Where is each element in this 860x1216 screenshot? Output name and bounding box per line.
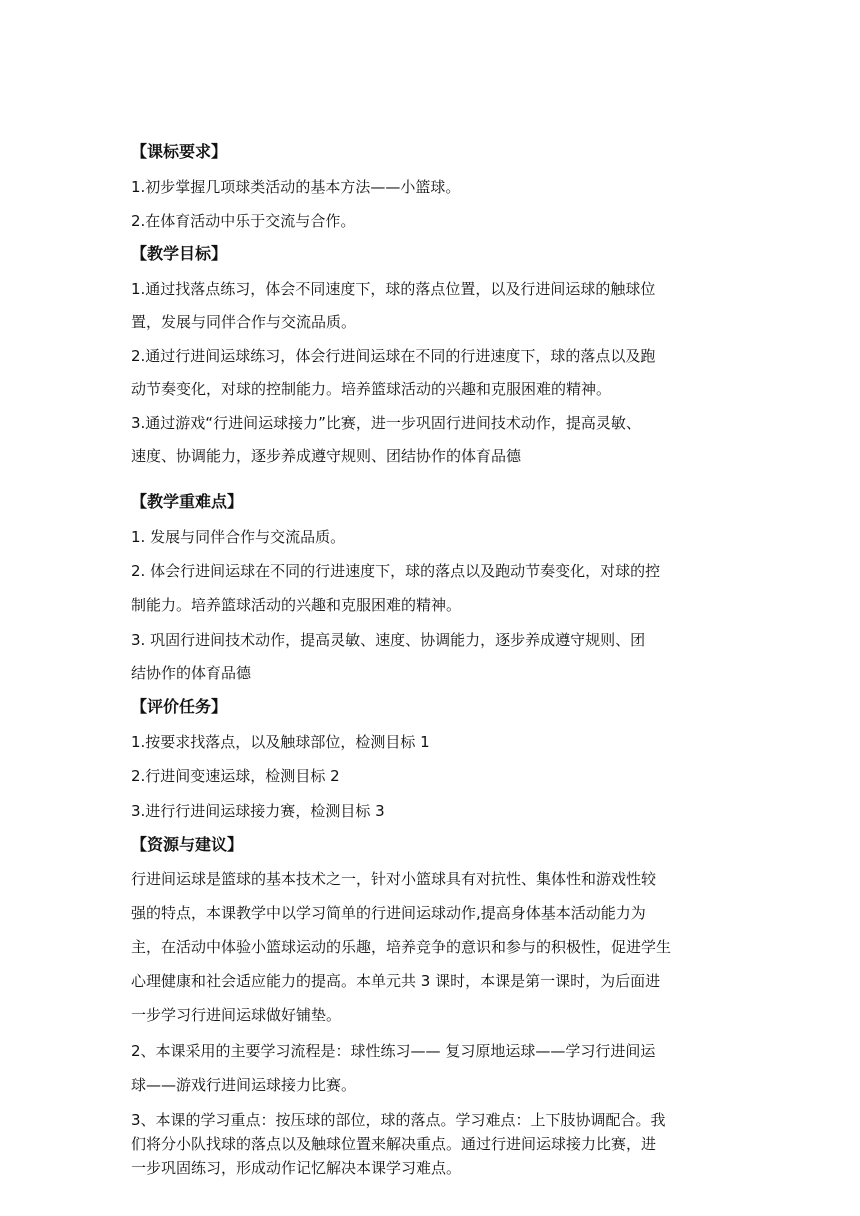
paragraph-line: 2.行进间变速运球，检测目标 2 — [131, 767, 340, 785]
section-heading: 【课标要求】 — [131, 142, 228, 161]
paragraph-line: 2.通过行进间运球练习，体会行进间运球在不同的行进速度下，球的落点以及跑 — [131, 347, 656, 365]
section-heading: 【教学目标】 — [131, 244, 228, 263]
paragraph-line: 2、本课采用的主要学习流程是：球性练习—— 复习原地运球——学习行进间运 — [131, 1042, 656, 1060]
paragraph-line: 一步学习行进间运球做好铺垫。 — [131, 1006, 342, 1024]
paragraph-line: 3、本课的学习重点：按压球的部位，球的落点。学习难点：上下肢协调配合。我 — [131, 1111, 666, 1129]
paragraph-line: 3.进行行进间运球接力赛，检测目标 3 — [131, 802, 385, 820]
paragraph-line: 强的特点，本课教学中以学习简单的行进间运球动作,提高身体基本活动能力为 — [131, 904, 646, 922]
paragraph-line: 心理健康和社会适应能力的提高。本单元共 3 课时，本课是第一课时，为后面进 — [131, 972, 661, 990]
section-heading: 【评价任务】 — [131, 697, 228, 716]
paragraph-line: 1.初步掌握几项球类活动的基本方法——小篮球。 — [131, 178, 461, 196]
paragraph-line: 3.通过游戏“行进间运球接力”比赛，进一步巩固行进间技术动作，提高灵敏、 — [131, 414, 641, 432]
paragraph-line: 速度、协调能力，逐步养成遵守规则、团结协作的体育品德 — [131, 447, 522, 465]
paragraph-line: 们将分小队找球的落点以及触球位置来解决重点。通过行进间运球接力比赛，进 — [131, 1135, 657, 1153]
paragraph-line: 2.在体育活动中乐于交流与合作。 — [131, 212, 356, 230]
paragraph-line: 动节奏变化，对球的控制能力。培养篮球活动的兴趣和克服困难的精神。 — [131, 380, 612, 398]
paragraph-line: 一步巩固练习，形成动作记忆解决本课学习难点。 — [131, 1159, 462, 1177]
paragraph-line: 结协作的体育品德 — [131, 664, 252, 682]
paragraph-line: 1.按要求找落点，以及触球部位，检测目标 1 — [131, 733, 430, 751]
paragraph-line: 制能力。培养篮球活动的兴趣和克服困难的精神。 — [131, 596, 462, 614]
section-heading: 【教学重难点】 — [131, 492, 244, 511]
paragraph-line: 行进间运球是篮球的基本技术之一，针对小篮球具有对抗性、集体性和游戏性较 — [131, 870, 657, 888]
paragraph-line: 1.通过找落点练习，体会不同速度下，球的落点位置，以及行进间运球的触球位 — [131, 280, 656, 298]
paragraph-line: 3. 巩固行进间技术动作，提高灵敏、速度、协调能力，逐步养成遵守规则、团 — [131, 631, 646, 649]
paragraph-line: 置，发展与同伴合作与交流品质。 — [131, 313, 357, 331]
paragraph-line: 1. 发展与同伴合作与交流品质。 — [131, 528, 346, 546]
paragraph-line: 主，在活动中体验小篮球运动的乐趣，培养竞争的意识和参与的积极性，促进学生 — [131, 938, 672, 956]
section-heading: 【资源与建议】 — [131, 835, 244, 854]
paragraph-line: 2. 体会行进间运球在不同的行进速度下，球的落点以及跑动节奏变化，对球的控 — [131, 562, 661, 580]
paragraph-line: 球——游戏行进间运球接力比赛。 — [131, 1076, 357, 1094]
